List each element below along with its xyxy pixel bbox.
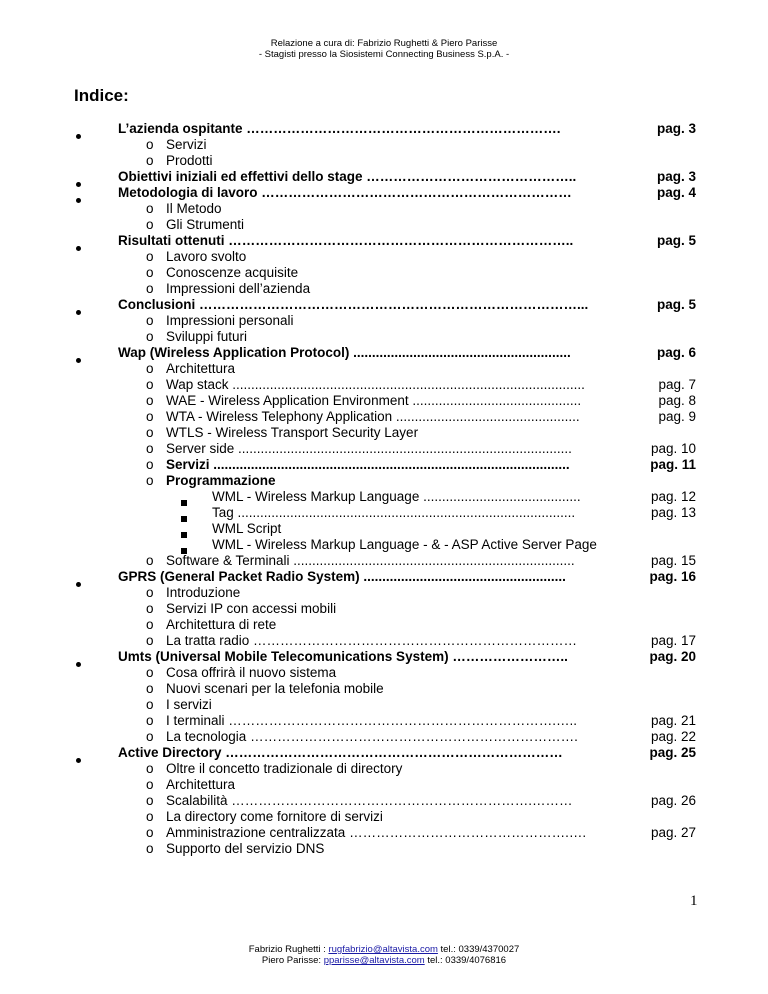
toc-entry (0, 313, 768, 329)
toc-entry (0, 137, 768, 153)
footer-author-1: Fabrizio Rughetti : (248, 944, 329, 955)
bullet-o-icon: o (146, 553, 154, 568)
bullet-o-icon: o (146, 617, 154, 632)
toc-entry-text: Active Directory ………………………………………………………………… (118, 745, 563, 760)
toc-entry-text: La directory come fornitore di servizi (166, 809, 383, 824)
toc-entry (0, 665, 768, 681)
bullet-o-icon: o (146, 729, 154, 744)
toc-entry-text: Programmazione (166, 473, 276, 488)
toc-entry-text: I terminali ……………………………………………………………….….. (166, 713, 578, 728)
toc-entry (0, 681, 768, 697)
toc-page-number: pag. 16 (649, 569, 696, 584)
footer-line-1 (0, 944, 768, 955)
toc-entry (0, 281, 768, 297)
toc-entry (0, 121, 768, 137)
toc-page-number: pag. 20 (649, 649, 696, 664)
toc-entry (0, 297, 768, 313)
toc-page-number: pag. 6 (656, 345, 696, 360)
toc-page-number: pag. 5 (656, 233, 696, 248)
bullet-o-icon: o (146, 329, 154, 344)
toc-entry-text: Architettura (166, 361, 236, 376)
toc-entry-text: La tecnologia ………………………………………………………………. (166, 729, 578, 744)
toc-entry (0, 505, 768, 521)
toc-entry-text: WML - Wireless Markup Language .......................................... (212, 489, 581, 504)
bullet-o-icon: o (146, 425, 154, 440)
bullet-o-icon: o (146, 249, 154, 264)
toc-entry (0, 425, 768, 441)
toc-entry (0, 441, 768, 457)
toc-entry (0, 617, 768, 633)
toc-entry (0, 185, 768, 201)
bullet-o-icon: o (146, 409, 154, 424)
toc-entry-text: Lavoro svolto (166, 249, 247, 264)
toc-entry (0, 473, 768, 489)
toc-page-number: pag. 21 (650, 713, 696, 728)
toc-entry (0, 569, 768, 585)
toc-entry-text: Software & Terminali ........................................................................... (166, 553, 575, 568)
bullet-o-icon: o (146, 281, 154, 296)
toc-entry-text: WML Script (212, 521, 282, 536)
toc-entry-text: Architettura di rete (166, 617, 277, 632)
page-number: 1 (690, 893, 698, 909)
toc-page-number: pag. 3 (656, 121, 696, 136)
toc-entry (0, 201, 768, 217)
toc-entry (0, 521, 768, 537)
bullet-o-icon: o (146, 393, 154, 408)
bullet-o-icon: o (146, 681, 154, 696)
toc-entry (0, 537, 768, 553)
toc-entry (0, 489, 768, 505)
footer-line-2 (0, 955, 768, 966)
bullet-o-icon: o (146, 441, 154, 456)
toc-entry-text: Tag .......................................................................................... (212, 505, 576, 520)
bullet-o-icon: o (146, 793, 154, 808)
toc-page-number: pag. 26 (650, 793, 696, 808)
toc-entry (0, 585, 768, 601)
toc-page-number: pag. 22 (650, 729, 696, 744)
index-title: Indice: (74, 86, 129, 105)
toc-entry-text: Wap stack .............................................................................................. (166, 377, 585, 392)
toc-entry (0, 841, 768, 857)
toc-entry-text: Servizi ............................................................................................... (166, 457, 570, 472)
toc-entry (0, 745, 768, 761)
toc-entry-text: Umts (Universal Mobile Telecomunications System) …………………….. (118, 649, 568, 664)
toc-entry (0, 249, 768, 265)
toc-entry (0, 345, 768, 361)
toc-entry-text: Impressioni personali (166, 313, 294, 328)
bullet-o-icon: o (146, 825, 154, 840)
bullet-o-icon: o (146, 601, 154, 616)
bullet-o-icon: o (146, 377, 154, 392)
toc-entry-text: Architettura (166, 777, 236, 792)
toc-entry-text: Conclusioni …………………………………………………………………………... (118, 297, 589, 312)
toc-entry-text: Server side ......................................................................................... (166, 441, 572, 456)
bullet-o-icon: o (146, 153, 154, 168)
toc-entry (0, 777, 768, 793)
toc-page-number: pag. 3 (656, 169, 696, 184)
toc-entry-text: GPRS (General Packet Radio System) ...................................................... (118, 569, 566, 584)
email-link-1[interactable]: rugfabrizio@altavista.com (328, 944, 438, 955)
toc-entry (0, 633, 768, 649)
toc-entry-text: Scalabilità ………………………………………………………….……… (166, 793, 573, 808)
bullet-o-icon: o (146, 265, 154, 280)
bullet-o-icon: o (146, 313, 154, 328)
toc-entry-text: La tratta radio ……………………………………………………………… (166, 633, 578, 648)
toc-page-number: pag. 27 (650, 825, 696, 840)
toc-entry (0, 457, 768, 473)
footer-phone-1: tel.: 0339/4370027 (437, 944, 520, 955)
bullet-o-icon: o (146, 585, 154, 600)
toc-entry (0, 713, 768, 729)
toc-entry (0, 393, 768, 409)
toc-entry-text: Cosa offrirà il nuovo sistema (166, 665, 337, 680)
email-link-2[interactable]: pparisse@altavista.com (323, 955, 425, 966)
bullet-o-icon: o (146, 777, 154, 792)
toc-entry (0, 649, 768, 665)
toc-entry (0, 169, 768, 185)
bullet-o-icon: o (146, 665, 154, 680)
bullet-o-icon: o (146, 217, 154, 232)
bullet-o-icon: o (146, 761, 154, 776)
bullet-o-icon: o (146, 361, 154, 376)
bullet-o-icon: o (146, 809, 154, 824)
toc-entry (0, 729, 768, 745)
toc-entry-text: Obiettivi iniziali ed effettivi dello stage ……………………………………….. (118, 169, 577, 184)
page-header (0, 38, 768, 60)
page-footer (0, 944, 768, 966)
header-line-1: Relazione a cura di: Fabrizio Rughetti & Piero Parisse (270, 38, 498, 49)
toc-entry (0, 409, 768, 425)
toc-page-number: pag. 25 (649, 745, 696, 760)
bullet-o-icon: o (146, 137, 154, 152)
toc-entry-text: WAE - Wireless Application Environment ............................................. (166, 393, 582, 408)
toc-page-number: pag. 7 (658, 377, 696, 392)
toc-entry (0, 361, 768, 377)
header-line-2: - Stagisti presso la Siosistemi Connecting Business S.p.A. - (258, 49, 510, 60)
toc-page-number: pag. 17 (650, 633, 696, 648)
toc-page-number: pag. 9 (658, 409, 696, 424)
bullet-o-icon: o (146, 713, 154, 728)
toc-entry-text: L’azienda ospitante ……………………………………………………………. (118, 121, 561, 136)
toc-entry (0, 697, 768, 713)
toc-entry-text: Prodotti (166, 153, 213, 168)
bullet-o-icon: o (146, 457, 154, 472)
toc-entry-text: Il Metodo (166, 201, 222, 216)
toc-entry-text: Risultati ottenuti ………………………………………………………………….. (118, 233, 574, 248)
toc-entry-text: I servizi (166, 697, 212, 712)
toc-entry-text: Gli Strumenti (166, 217, 245, 232)
footer-author-2: Piero Parisse: (261, 955, 324, 966)
toc-entry-text: Introduzione (166, 585, 241, 600)
toc-entry (0, 265, 768, 281)
toc-entry-text: WTLS - Wireless Transport Security Layer (166, 425, 419, 440)
toc-entry (0, 601, 768, 617)
toc-page-number: pag. 10 (650, 441, 696, 456)
toc-entry-text: Supporto del servizio DNS (166, 841, 325, 856)
toc-entry (0, 809, 768, 825)
toc-entry (0, 825, 768, 841)
toc-entry (0, 761, 768, 777)
toc-page-number: pag. 5 (656, 297, 696, 312)
toc-page-number: pag. 15 (650, 553, 696, 568)
toc-entry-text: Oltre il concetto tradizionale di directory (166, 761, 403, 776)
toc-entry-text: Sviluppi futuri (166, 329, 248, 344)
toc-page-number: pag. 8 (658, 393, 696, 408)
toc-entry-text: Nuovi scenari per la telefonia mobile (166, 681, 384, 696)
toc-entry-text: Wap (Wireless Application Protocol) .......................................................... (118, 345, 571, 360)
toc-entry-text: WTA - Wireless Telephony Application ................................................. (166, 409, 580, 424)
toc-entry-text: Metodologia di lavoro …………………………………………………………… (118, 185, 572, 200)
toc-entry (0, 217, 768, 233)
toc-entry-text: Impressioni dell’azienda (166, 281, 311, 296)
toc-entry-text: Amministrazione centralizzata ………………………………………….…. (166, 825, 587, 840)
bullet-o-icon: o (146, 633, 154, 648)
bullet-o-icon: o (146, 201, 154, 216)
toc-entry-text: Servizi IP con accessi mobili (166, 601, 337, 616)
bullet-o-icon: o (146, 841, 154, 856)
bullet-o-icon: o (146, 473, 154, 488)
toc-page-number: pag. 4 (656, 185, 696, 200)
bullet-o-icon: o (146, 697, 154, 712)
toc-entry-text: Servizi (166, 137, 207, 152)
toc-entry (0, 553, 768, 569)
toc-entry (0, 793, 768, 809)
toc-page-number: pag. 12 (650, 489, 696, 504)
toc-entry (0, 233, 768, 249)
toc-entry (0, 377, 768, 393)
toc-page-number: pag. 13 (650, 505, 696, 520)
toc-entry (0, 329, 768, 345)
toc-entry (0, 153, 768, 169)
toc-entry-text: WML - Wireless Markup Language - & - ASP Active Server Page (212, 537, 597, 552)
footer-phone-2: tel.: 0339/4076816 (424, 955, 507, 966)
toc-page-number: pag. 11 (650, 457, 696, 472)
toc-entry-text: Conoscenze acquisite (166, 265, 299, 280)
